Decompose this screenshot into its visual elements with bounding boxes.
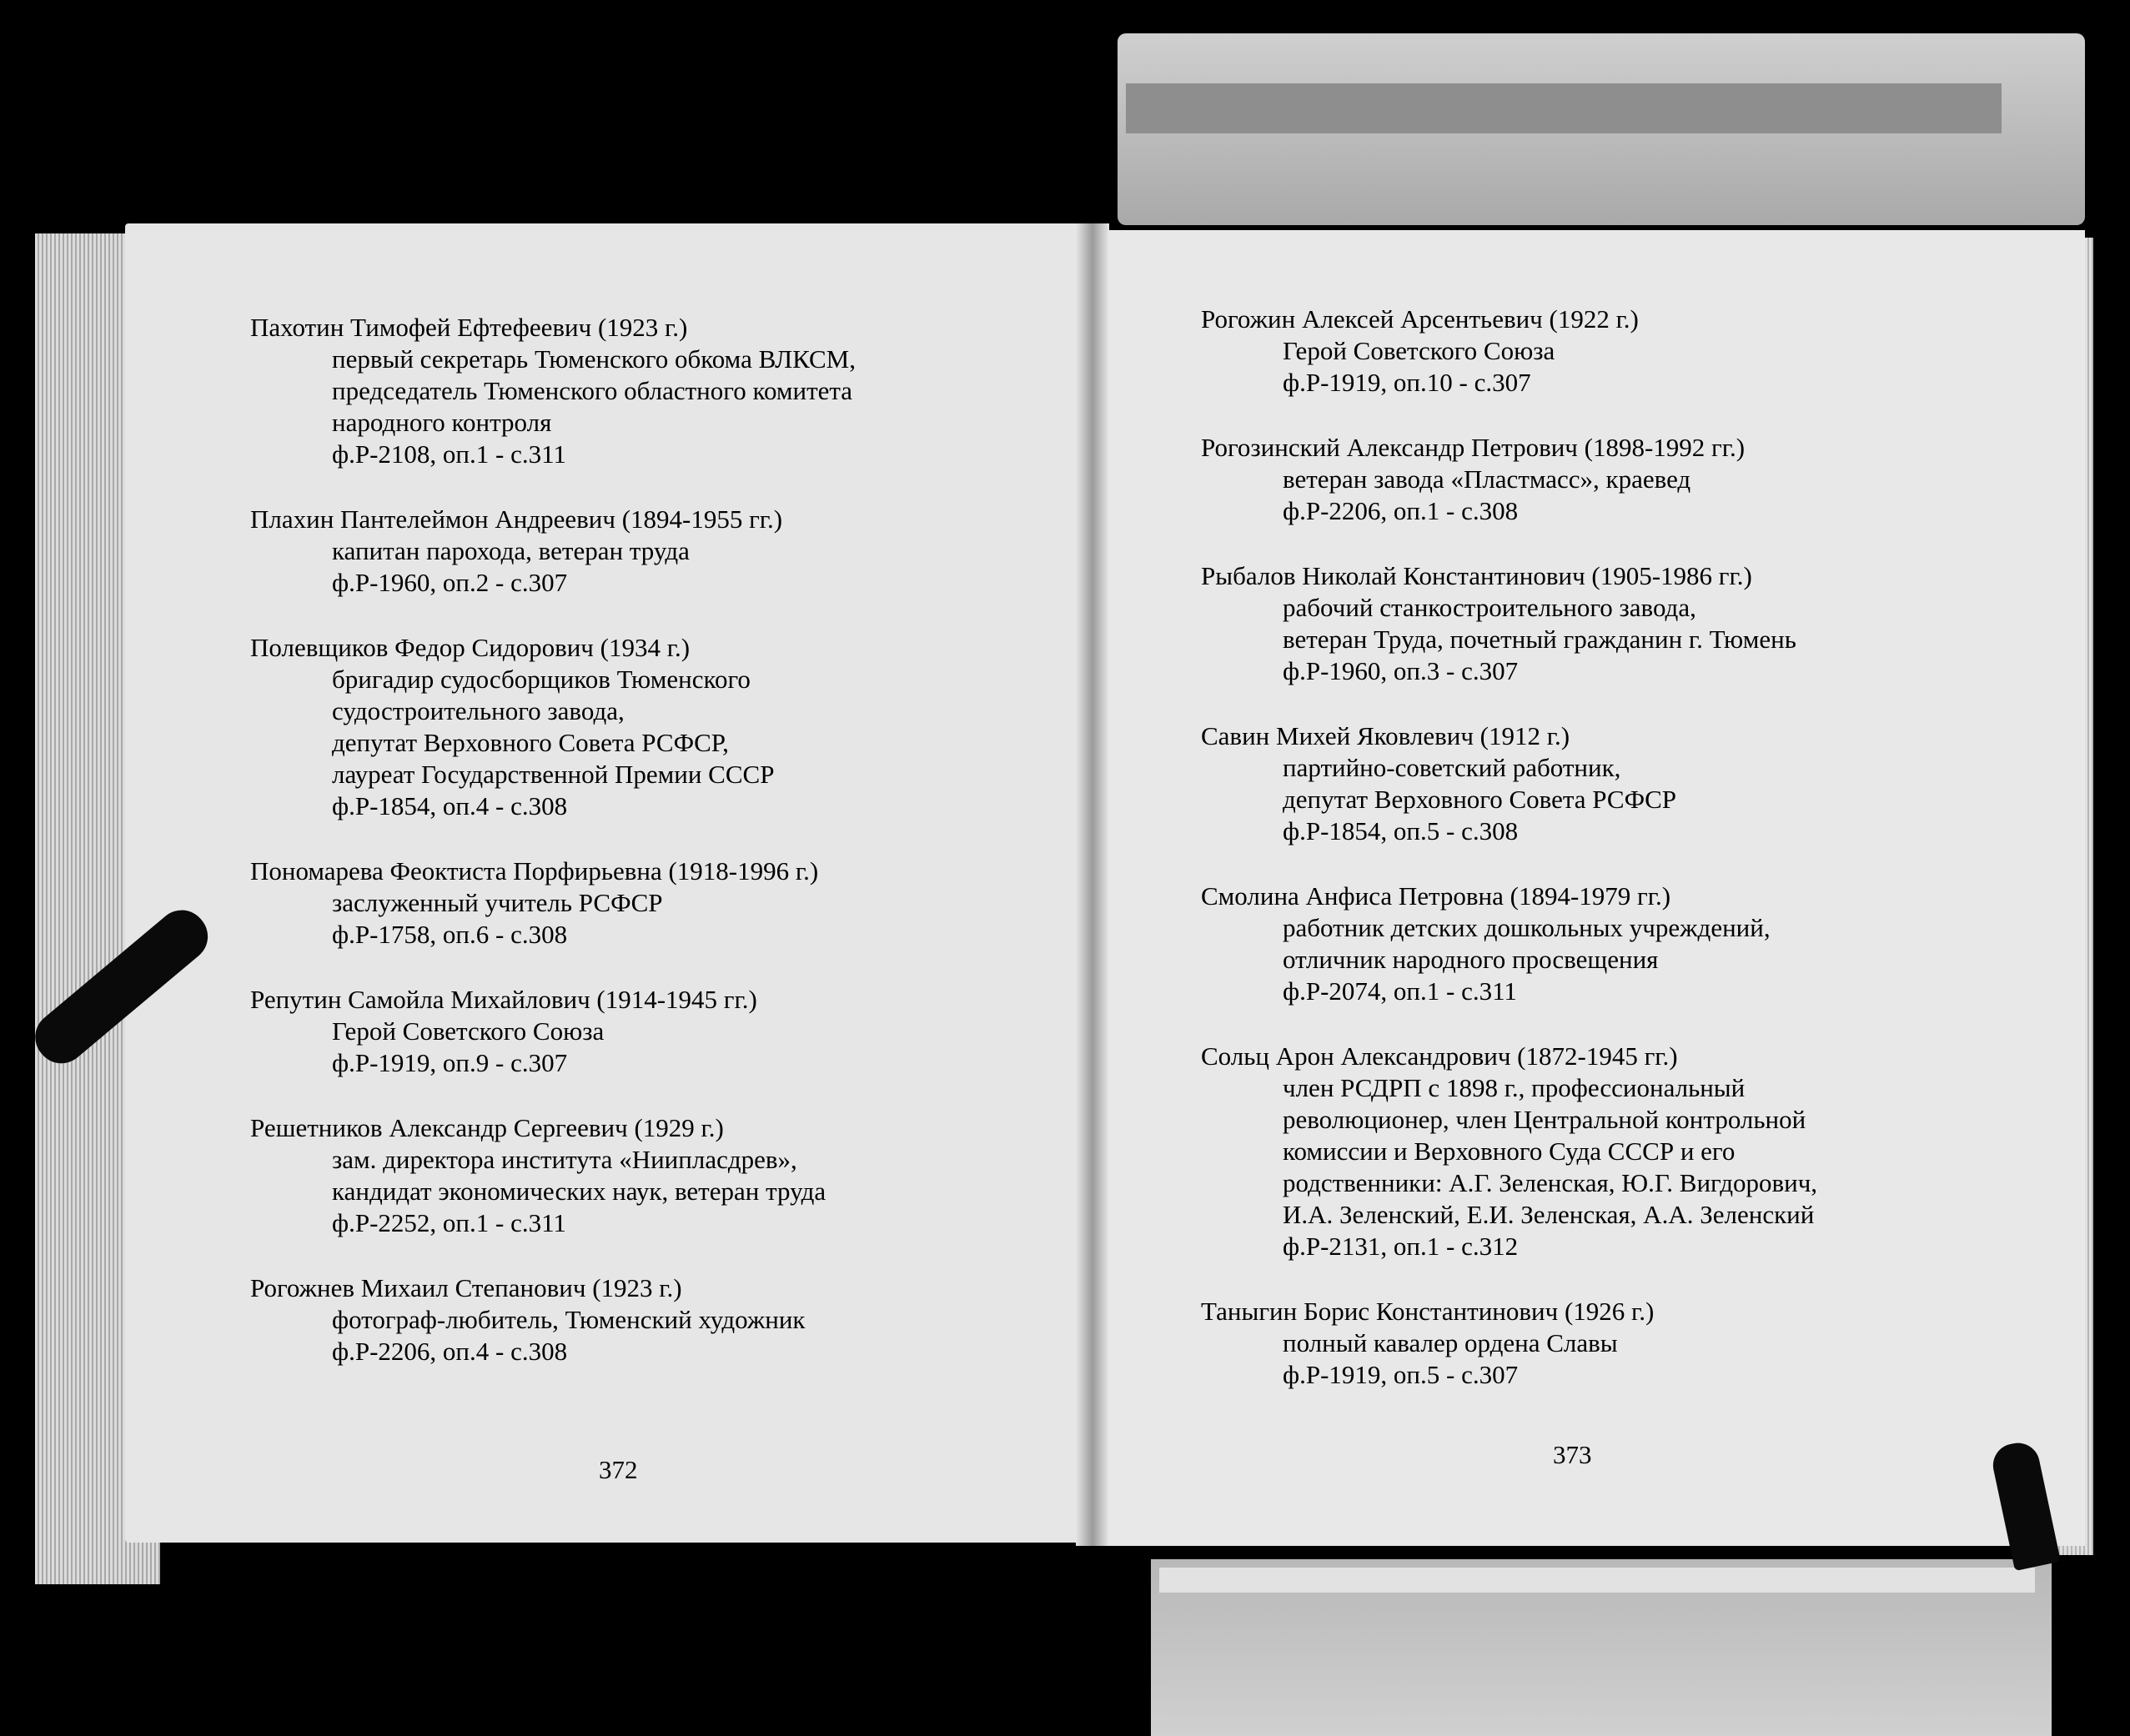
entry <box>250 312 1084 470</box>
entry-line: ф.Р-1758, оп.6 - с.308 <box>332 920 568 949</box>
right-page-entries <box>1201 304 2077 1391</box>
entry-line: ветеран завода «Пластмасс», краевед <box>1283 464 1691 494</box>
book-stack-top-shadow <box>1126 83 2002 133</box>
entry <box>250 632 1084 822</box>
entry-line: ф.Р-1960, оп.3 - с.307 <box>1283 656 1519 685</box>
book-stack-bottom-edge <box>1159 1568 2035 1593</box>
entry-line: ф.Р-2252, оп.1 - с.311 <box>332 1208 566 1237</box>
entry-name: Рогозинский Александр Петрович (1898-1992 гг.) <box>1201 433 1746 462</box>
entry-spacer <box>250 822 1084 855</box>
entry-name: Рыбалов Николай Константинович (1905-1986 гг.) <box>1201 561 1752 590</box>
entry <box>1201 560 2077 687</box>
entry-spacer <box>250 951 1084 984</box>
entry-line: капитан парохода, ветеран труда <box>332 536 690 565</box>
entry-line: ф.Р-1854, оп.5 - с.308 <box>1283 816 1519 845</box>
entry-name: Пахотин Тимофей Ефтефеевич (1923 г.) <box>250 313 688 342</box>
entry <box>1201 304 2077 399</box>
entry-line: ф.Р-1854, оп.4 - с.308 <box>332 791 568 820</box>
entry-spacer <box>250 1079 1084 1112</box>
entry <box>1201 432 2077 527</box>
entry-line: бригадир судосборщиков Тюменского <box>332 665 751 694</box>
entry-spacer <box>1201 1007 2077 1041</box>
entry-line: народного контроля <box>332 408 552 437</box>
entry <box>250 1272 1084 1367</box>
entry-line: судостроительного завода, <box>332 696 625 725</box>
entry-spacer <box>1201 527 2077 560</box>
page-number-right: 373 <box>1553 1440 1592 1469</box>
entry-spacer <box>250 1239 1084 1272</box>
entry-line: ф.Р-1919, оп.5 - с.307 <box>1283 1360 1519 1389</box>
entry-name: Полевщиков Федор Сидорович (1934 г.) <box>250 633 691 662</box>
entry-line: ф.Р-2074, оп.1 - с.311 <box>1283 976 1517 1006</box>
entry-line: И.А. Зеленский, Е.И. Зеленская, А.А. Зеленский <box>1283 1200 1815 1229</box>
left-page-entries <box>250 312 1084 1367</box>
entry-name: Смолина Анфиса Петровна (1894-1979 гг.) <box>1201 881 1671 911</box>
entry-line: кандидат экономических наук, ветеран труда <box>332 1177 826 1206</box>
entry-line: заслуженный учитель РСФСР <box>332 888 663 917</box>
entry-line: депутат Верховного Совета РСФСР <box>1283 785 1677 814</box>
entry <box>1201 1041 2077 1262</box>
entry-name: Таныгин Борис Константинович (1926 г.) <box>1201 1297 1655 1326</box>
entry-line: ф.Р-2108, оп.1 - с.311 <box>332 439 566 469</box>
entry-spacer <box>1201 399 2077 432</box>
entry-line: ф.Р-2131, оп.1 - с.312 <box>1283 1232 1519 1261</box>
entry <box>250 504 1084 599</box>
entry-spacer <box>250 599 1084 632</box>
entry-name: Решетников Александр Сергеевич (1929 г.) <box>250 1113 724 1142</box>
entry-line: ф.Р-1919, оп.10 - с.307 <box>1283 368 1531 397</box>
entry-line: революционер, член Центральной контрольной <box>1283 1105 1806 1134</box>
entry-line: первый секретарь Тюменского обкома ВЛКСМ, <box>332 344 856 374</box>
entry-line: ф.Р-2206, оп.1 - с.308 <box>1283 496 1519 525</box>
entry <box>250 984 1084 1079</box>
entry-line: фотограф-любитель, Тюменский художник <box>332 1305 806 1334</box>
entry-name: Сольц Арон Александрович (1872-1945 гг.) <box>1201 1041 1678 1071</box>
entry-line: родственники: А.Г. Зеленская, Ю.Г. Вигдорович, <box>1283 1168 1818 1197</box>
entry-line: член РСДРП с 1898 г., профессиональный <box>1283 1073 1746 1102</box>
entry-line: ветеран Труда, почетный гражданин г. Тюмень <box>1283 625 1796 654</box>
entry-spacer <box>1201 687 2077 720</box>
entry-name: Пономарева Феоктиста Порфирьевна (1918-1996 г.) <box>250 856 819 886</box>
entry-spacer <box>250 470 1084 504</box>
entry-line: рабочий станкостроительного завода, <box>1283 593 1696 622</box>
entry <box>1201 881 2077 1007</box>
entry-line: зам. директора института «Ниипласдрев», <box>332 1145 797 1174</box>
entry-line: ф.Р-1919, оп.9 - с.307 <box>332 1048 568 1077</box>
entry-line: лауреат Государственной Премии СССР <box>332 760 775 789</box>
entry-line: ф.Р-2206, оп.4 - с.308 <box>332 1337 568 1366</box>
entry-line: председатель Тюменского областного комитета <box>332 376 853 405</box>
entry-name: Рогожин Алексей Арсентьевич (1922 г.) <box>1201 304 1639 334</box>
entry-line: комиссии и Верховного Суда СССР и его <box>1283 1136 1736 1166</box>
entry <box>1201 1296 2077 1391</box>
entry-line: ф.Р-1960, оп.2 - с.307 <box>332 568 568 597</box>
entry-line: депутат Верховного Совета РСФСР, <box>332 728 729 757</box>
entry <box>250 855 1084 951</box>
entry <box>1201 720 2077 847</box>
entry-line: отличник народного просвещения <box>1283 945 1659 974</box>
entry-line: полный кавалер ордена Славы <box>1283 1328 1618 1357</box>
entry-spacer <box>1201 847 2077 881</box>
entry-line: партийно-советский работник, <box>1283 753 1621 782</box>
entry-name: Репутин Самойла Михайлович (1914-1945 гг.) <box>250 985 757 1014</box>
entry-spacer <box>1201 1262 2077 1296</box>
entry-line: Герой Советского Союза <box>1283 336 1555 365</box>
entry-line: Герой Советского Союза <box>332 1016 605 1046</box>
page-number-left: 372 <box>599 1455 638 1484</box>
entry-name: Савин Михей Яковлевич (1912 г.) <box>1201 721 1570 750</box>
entry-line: работник детских дошкольных учреждений, <box>1283 913 1771 942</box>
entry-name: Рогожнев Михаил Степанович (1923 г.) <box>250 1273 682 1302</box>
entry <box>250 1112 1084 1239</box>
entry-name: Плахин Пантелеймон Андреевич (1894-1955 гг.) <box>250 504 783 534</box>
